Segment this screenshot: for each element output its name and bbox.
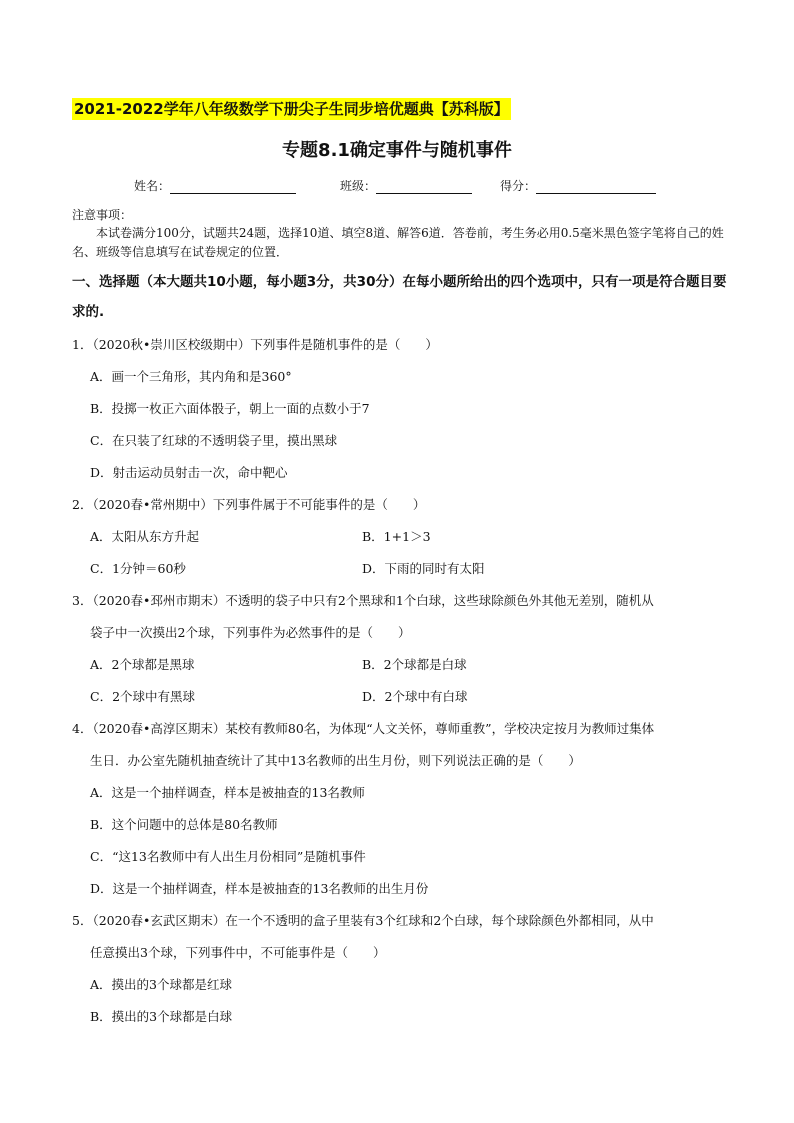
class-field[interactable] bbox=[340, 177, 472, 194]
section-heading: 一、选择题（本大题共10小题，每小题3分，共30分）在每小题所给出的四个选项中，只有一项是符合题目要求的. bbox=[72, 274, 727, 320]
answer-option[interactable]: B．摸出的3个球都是白球 bbox=[90, 1009, 233, 1024]
score-field[interactable] bbox=[500, 177, 656, 194]
answer-option[interactable]: D．这是一个抽样调查，样本是被抽查的13名教师的出生月份 bbox=[90, 881, 429, 896]
answer-option[interactable]: A．这是一个抽样调查，样本是被抽查的13名教师 bbox=[90, 785, 365, 800]
name-blank[interactable] bbox=[170, 181, 296, 194]
notice-body: 本试卷满分100分，试题共24题，选择10道、填空8道、解答6道．答卷前，考生务必用0.5毫米黑色签字笔将自己的姓名、班级等信息填写在试卷规定的位置． bbox=[72, 226, 724, 259]
answer-option[interactable]: D．2个球中有白球 bbox=[362, 689, 468, 704]
answer-option[interactable]: C．“这13名教师中有人出生月份相同”是随机事件 bbox=[90, 849, 366, 864]
name-label: 姓名： bbox=[134, 179, 171, 193]
answer-option[interactable]: A．太阳从东方升起 bbox=[90, 529, 200, 544]
notice-heading: 注意事项： bbox=[72, 208, 133, 222]
question-stem: 1．（2020秋•崇川区校级期中）下列事件是随机事件的是（ ） bbox=[72, 337, 438, 352]
answer-option[interactable]: B．1+1＞3 bbox=[362, 529, 431, 544]
answer-option[interactable]: A．2个球都是黑球 bbox=[90, 657, 195, 672]
answer-option[interactable]: A．摸出的3个球都是红球 bbox=[90, 977, 232, 992]
question-stem: 4．（2020春•高淳区期末）某校有教师80名，为体现“人文关怀，尊师重教”，学校决定按月为教师过集体 bbox=[72, 721, 655, 736]
answer-option[interactable]: B．这个问题中的总体是80名教师 bbox=[90, 817, 278, 832]
answer-option[interactable]: A．画一个三角形，其内角和是360° bbox=[90, 369, 292, 384]
question-stem-continued: 袋子中一次摸出2个球，下列事件为必然事件的是（ ） bbox=[90, 625, 411, 640]
question-stem-continued: 生日．办公室先随机抽查统计了其中13名教师的出生月份，则下列说法正确的是（ ） bbox=[90, 753, 581, 768]
answer-option[interactable]: B．投掷一枚正六面体骰子，朝上一面的点数小于7 bbox=[90, 401, 370, 416]
answer-option[interactable]: C．2个球中有黑球 bbox=[90, 689, 196, 704]
answer-option[interactable]: B．2个球都是白球 bbox=[362, 657, 467, 672]
score-label: 得分： bbox=[500, 179, 537, 193]
class-label: 班级： bbox=[340, 179, 377, 193]
question-stem-continued: 任意摸出3个球，下列事件中，不可能事件是（ ） bbox=[90, 945, 386, 960]
answer-option[interactable]: C．1分钟＝60秒 bbox=[90, 561, 186, 576]
course-banner: 2021-2022学年八年级数学下册尖子生同步培优题典【苏科版】 bbox=[74, 100, 509, 118]
score-blank[interactable] bbox=[536, 181, 656, 194]
question-stem: 5．（2020春•玄武区期末）在一个不透明的盒子里装有3个红球和2个白球，每个球除颜色外都相同，从中 bbox=[72, 913, 654, 928]
question-stem: 2．（2020春•常州期中）下列事件属于不可能事件的是（ ） bbox=[72, 497, 426, 512]
class-blank[interactable] bbox=[376, 181, 472, 194]
name-field[interactable] bbox=[134, 177, 296, 194]
question-stem: 3．（2020春•邳州市期末）不透明的袋子中只有2个黑球和1个白球，这些球除颜色外其他无差别，随机从 bbox=[72, 593, 654, 608]
answer-option[interactable]: D．下雨的同时有太阳 bbox=[362, 561, 485, 576]
answer-option[interactable]: C．在只装了红球的不透明袋子里，摸出黑球 bbox=[90, 433, 338, 448]
page-title: 专题8.1确定事件与随机事件 bbox=[282, 140, 512, 161]
answer-option[interactable]: D．射击运动员射击一次，命中靶心 bbox=[90, 465, 288, 480]
